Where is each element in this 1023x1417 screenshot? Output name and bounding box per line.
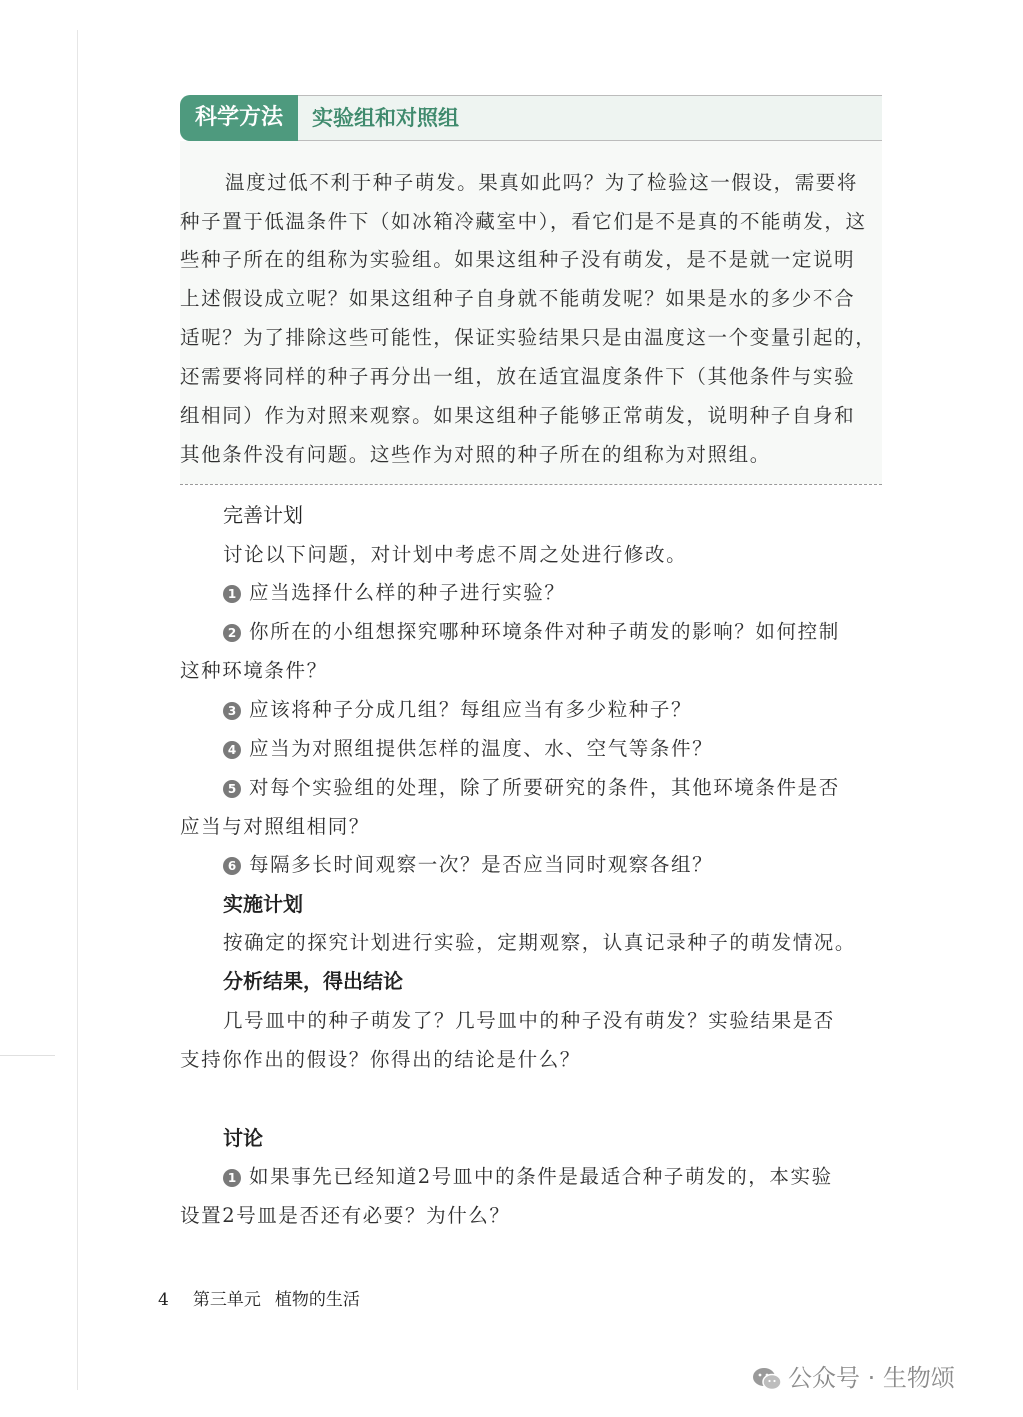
method-line-4: 上述假设成立呢？如果这组种子自身就不能萌发呢？如果是水的多少不合 (180, 287, 856, 310)
method-line-5: 适呢？为了排除这些可能性，保证实验结果只是由温度这一个变量引起的， (180, 326, 877, 349)
improve-question-5 (223, 776, 840, 800)
implement-heading: 实施计划 (223, 892, 303, 916)
discussion-question-1 (223, 1165, 833, 1189)
improve-question-2 (223, 620, 840, 644)
number-badge-4: 4 (223, 741, 241, 759)
improve-question-6 (223, 853, 713, 877)
method-line-1: 温度过低不利于种子萌发。果真如此吗？为了检验这一假设，需要将 (225, 171, 859, 194)
question-text: 应当选择什么样的种子进行实验？ (249, 581, 566, 604)
improve-question-2-cont: 这种环境条件？ (180, 659, 328, 682)
analyze-line-1: 几号皿中的种子萌发了？几号皿中的种子没有萌发？实验结果是否 (223, 1009, 835, 1032)
improve-question-5-cont: 应当与对照组相同？ (180, 815, 370, 838)
analyze-line-2: 支持你作出的假设？你得出的结论是什么？ (180, 1048, 581, 1071)
discussion-heading: 讨论 (223, 1126, 263, 1150)
page-number: 4 (158, 1290, 169, 1310)
analyze-heading: 分析结果，得出结论 (223, 969, 403, 993)
page-binding-line (77, 30, 78, 1390)
question-text: 如果事先已经知道2号皿中的条件是最适合种子萌发的，本实验 (249, 1165, 833, 1188)
question-text: 每隔多长时间观察一次？是否应当同时观察各组？ (249, 853, 714, 876)
question-text: 应该将种子分成几组？每组应当有多少粒种子？ (249, 698, 693, 721)
chapter-label: 植物的生活 (274, 1290, 360, 1310)
method-line-7: 组相同）作为对照来观察。如果这组种子能够正常萌发，说明种子自身和 (180, 404, 856, 427)
improve-question-4 (223, 737, 713, 761)
method-line-2: 种子置于低温条件下（如冰箱冷藏室中），看它们是不是真的不能萌发，这 (180, 210, 867, 233)
method-line-8: 其他条件没有问题。这些作为对照的种子所在的组称为对照组。 (180, 443, 771, 466)
number-badge-5: 5 (223, 780, 241, 798)
number-badge-3: 3 (223, 702, 241, 720)
number-badge-1: 1 (223, 1169, 241, 1187)
question-text: 你所在的小组想探究哪种环境条件对种子萌发的影响？如何控制 (249, 620, 840, 643)
question-text: 应当为对照组提供怎样的温度、水、空气等条件？ (249, 737, 714, 760)
method-title: 实验组和对照组 (312, 106, 459, 130)
watermark (752, 1358, 955, 1398)
page-footer (158, 1285, 360, 1310)
improve-question-1 (223, 581, 566, 605)
method-line-6: 还需要将同样的种子再分出一组，放在适宜温度条件下（其他条件与实验 (180, 365, 856, 388)
number-badge-2: 2 (223, 624, 241, 642)
method-tag: 科学方法 (180, 95, 298, 141)
method-line-3: 些种子所在的组称为实验组。如果这组种子没有萌发，是不是就一定说明 (180, 248, 856, 271)
improve-heading: 完善计划 (223, 503, 303, 527)
method-title-band (298, 95, 882, 141)
number-badge-6: 6 (223, 857, 241, 875)
discussion-question-1-cont: 设置2号皿是否还有必要？为什么？ (180, 1204, 511, 1227)
question-text: 对每个实验组的处理，除了所要研究的条件，其他环境条件是否 (249, 776, 840, 799)
improve-intro: 讨论以下问题，对计划中考虑不周之处进行修改。 (223, 543, 688, 566)
method-header (180, 95, 882, 141)
section-divider (180, 484, 882, 485)
unit-label: 第三单元 (192, 1290, 261, 1310)
implement-text: 按确定的探究计划进行实验，定期观察，认真记录种子的萌发情况。 (223, 931, 857, 954)
number-badge-1: 1 (223, 585, 241, 603)
scan-edge-mark (0, 1055, 55, 1056)
improve-question-3 (223, 698, 692, 722)
wechat-icon (752, 1366, 782, 1398)
watermark-text: 公众号 · 生物颂 (788, 1364, 955, 1392)
